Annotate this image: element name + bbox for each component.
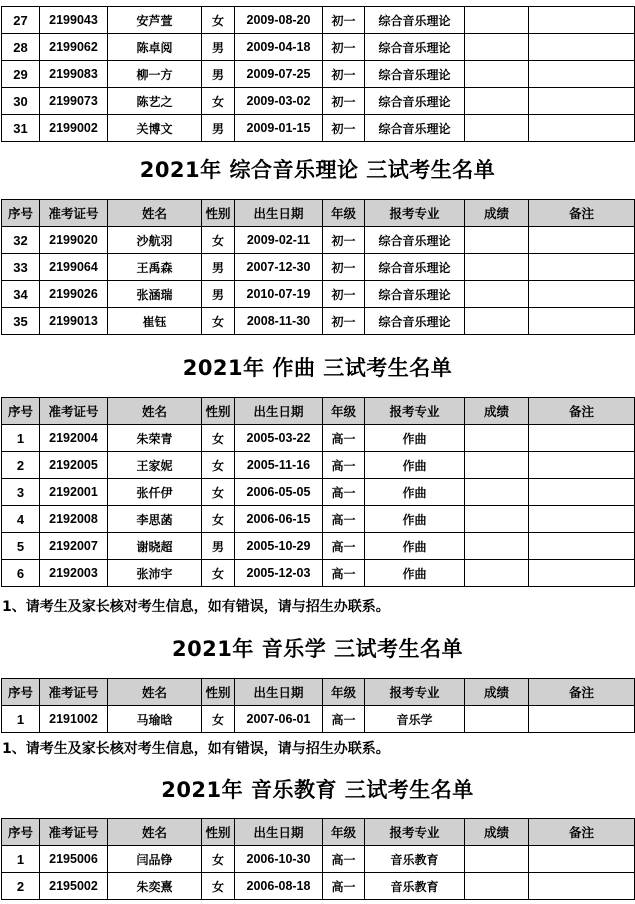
cell-major: 综合音乐理论: [365, 281, 465, 308]
table-section-2: [1, 397, 635, 587]
cell-remarks: [529, 873, 635, 900]
cell-seq-number: 3: [2, 479, 40, 506]
header-exam-id: 准考证号: [40, 200, 108, 227]
cell-name: 王家妮: [108, 452, 202, 479]
cell-name: 关博文: [108, 115, 202, 142]
cell-name: 崔钰: [108, 308, 202, 335]
cell-major: 音乐学: [365, 706, 465, 733]
table-row: [2, 846, 635, 873]
header-exam-id: 准考证号: [40, 398, 108, 425]
cell-score: [465, 308, 529, 335]
cell-major: 综合音乐理论: [365, 61, 465, 88]
header-birth-date: 出生日期: [235, 200, 323, 227]
cell-score: [465, 227, 529, 254]
cell-gender: 男: [202, 115, 235, 142]
cell-remarks: [529, 281, 635, 308]
cell-gender: 女: [202, 452, 235, 479]
cell-gender: 女: [202, 425, 235, 452]
cell-gender: 女: [202, 846, 235, 873]
cell-grade: 初一: [323, 281, 365, 308]
header-score: 成绩: [465, 200, 529, 227]
cell-score: [465, 560, 529, 587]
cell-gender: 女: [202, 308, 235, 335]
cell-gender: 男: [202, 61, 235, 88]
cell-exam-id: 2192008: [40, 506, 108, 533]
cell-major: 综合音乐理论: [365, 227, 465, 254]
cell-score: [465, 115, 529, 142]
cell-seq-number: 33: [2, 254, 40, 281]
cell-major: 作曲: [365, 479, 465, 506]
table-row: [2, 506, 635, 533]
cell-seq-number: 1: [2, 425, 40, 452]
cell-seq-number: 1: [2, 846, 40, 873]
header-seq-number: 序号: [2, 200, 40, 227]
cell-major: 作曲: [365, 533, 465, 560]
header-name: 姓名: [108, 819, 202, 846]
cell-exam-id: 2199002: [40, 115, 108, 142]
header-score: 成绩: [465, 679, 529, 706]
cell-seq-number: 31: [2, 115, 40, 142]
cell-seq-number: 27: [2, 7, 40, 34]
cell-name: 安芦萱: [108, 7, 202, 34]
cell-grade: 高一: [323, 706, 365, 733]
cell-seq-number: 4: [2, 506, 40, 533]
cell-remarks: [529, 506, 635, 533]
cell-name: 王禹森: [108, 254, 202, 281]
cell-score: [465, 846, 529, 873]
header-grade: 年级: [323, 398, 365, 425]
cell-major: 作曲: [365, 506, 465, 533]
cell-exam-id: 2195006: [40, 846, 108, 873]
cell-seq-number: 32: [2, 227, 40, 254]
header-row: [2, 819, 635, 846]
table-body-1: [2, 227, 635, 335]
header-gender: 性别: [202, 398, 235, 425]
cell-major: 综合音乐理论: [365, 115, 465, 142]
section-title-2: 2021年 作曲 三试考生名单: [182, 356, 453, 380]
table-row: [2, 308, 635, 335]
section-title-3: 2021年 音乐学 三试考生名单: [171, 637, 464, 661]
table-header-1: [2, 200, 635, 227]
cell-score: [465, 7, 529, 34]
header-gender: 性别: [202, 819, 235, 846]
table-section-1: [1, 199, 635, 335]
header-birth-date: 出生日期: [235, 819, 323, 846]
section-title-4: 2021年 音乐教育 三试考生名单: [161, 778, 474, 802]
cell-score: [465, 88, 529, 115]
cell-score: [465, 254, 529, 281]
table-row: [2, 560, 635, 587]
header-major: 报考专业: [365, 398, 465, 425]
cell-birth-date: 2009-07-25: [235, 61, 323, 88]
header-score: 成绩: [465, 819, 529, 846]
cell-grade: 高一: [323, 479, 365, 506]
cell-grade: 高一: [323, 533, 365, 560]
cell-birth-date: 2009-08-20: [235, 7, 323, 34]
cell-major: 音乐教育: [365, 873, 465, 900]
cell-score: [465, 873, 529, 900]
header-major: 报考专业: [365, 200, 465, 227]
cell-grade: 高一: [323, 560, 365, 587]
cell-grade: 高一: [323, 846, 365, 873]
table-row: [2, 533, 635, 560]
cell-seq-number: 2: [2, 452, 40, 479]
cell-grade: 高一: [323, 506, 365, 533]
cell-gender: 男: [202, 281, 235, 308]
cell-name: 张涵瑞: [108, 281, 202, 308]
header-seq-number: 序号: [2, 679, 40, 706]
cell-birth-date: 2006-08-18: [235, 873, 323, 900]
cell-seq-number: 30: [2, 88, 40, 115]
cell-remarks: [529, 533, 635, 560]
cell-remarks: [529, 115, 635, 142]
cell-name: 李思菡: [108, 506, 202, 533]
cell-major: 综合音乐理论: [365, 88, 465, 115]
cell-birth-date: 2010-07-19: [235, 281, 323, 308]
cell-exam-id: 2192003: [40, 560, 108, 587]
table-row: [2, 34, 635, 61]
cell-birth-date: 2009-03-02: [235, 88, 323, 115]
table-section-3: [1, 678, 635, 733]
cell-score: [465, 506, 529, 533]
header-seq-number: 序号: [2, 398, 40, 425]
cell-birth-date: 2006-05-05: [235, 479, 323, 506]
cell-remarks: [529, 452, 635, 479]
table-row: [2, 425, 635, 452]
table-section-0: [1, 6, 635, 142]
cell-grade: 初一: [323, 61, 365, 88]
cell-remarks: [529, 34, 635, 61]
table-body-3: [2, 706, 635, 733]
table-row: [2, 88, 635, 115]
table-row: [2, 479, 635, 506]
cell-gender: 男: [202, 533, 235, 560]
cell-remarks: [529, 425, 635, 452]
table-header-3: [2, 679, 635, 706]
table-row: [2, 254, 635, 281]
cell-exam-id: 2192001: [40, 479, 108, 506]
cell-exam-id: 2199083: [40, 61, 108, 88]
cell-major: 综合音乐理论: [365, 7, 465, 34]
cell-name: 马瑜晗: [108, 706, 202, 733]
cell-major: 作曲: [365, 452, 465, 479]
cell-gender: 女: [202, 706, 235, 733]
cell-grade: 高一: [323, 873, 365, 900]
header-remarks: 备注: [529, 679, 635, 706]
cell-gender: 女: [202, 7, 235, 34]
cell-exam-id: 2192004: [40, 425, 108, 452]
header-exam-id: 准考证号: [40, 679, 108, 706]
header-name: 姓名: [108, 398, 202, 425]
cell-exam-id: 2199020: [40, 227, 108, 254]
cell-exam-id: 2192005: [40, 452, 108, 479]
table-header-4: [2, 819, 635, 846]
header-major: 报考专业: [365, 819, 465, 846]
cell-score: [465, 281, 529, 308]
cell-birth-date: 2005-10-29: [235, 533, 323, 560]
cell-birth-date: 2009-01-15: [235, 115, 323, 142]
table-section-4: [1, 818, 635, 900]
header-row: [2, 200, 635, 227]
header-gender: 性别: [202, 200, 235, 227]
cell-name: 张仟伊: [108, 479, 202, 506]
note-text: 1、请考生及家长核对考生信息，如有错误，请与招生办联系。: [2, 741, 390, 757]
header-name: 姓名: [108, 200, 202, 227]
cell-exam-id: 2199043: [40, 7, 108, 34]
cell-gender: 女: [202, 479, 235, 506]
table-body-2: [2, 425, 635, 587]
cell-name: 陈艺之: [108, 88, 202, 115]
cell-remarks: [529, 846, 635, 873]
cell-remarks: [529, 61, 635, 88]
cell-birth-date: 2009-02-11: [235, 227, 323, 254]
cell-score: [465, 533, 529, 560]
header-gender: 性别: [202, 679, 235, 706]
cell-major: 综合音乐理论: [365, 34, 465, 61]
cell-seq-number: 2: [2, 873, 40, 900]
cell-exam-id: 2195002: [40, 873, 108, 900]
section-title-1: 2021年 综合音乐理论 三试考生名单: [139, 158, 496, 182]
header-remarks: 备注: [529, 398, 635, 425]
cell-major: 综合音乐理论: [365, 254, 465, 281]
cell-remarks: [529, 308, 635, 335]
cell-grade: 高一: [323, 452, 365, 479]
table-row: [2, 7, 635, 34]
cell-exam-id: 2191002: [40, 706, 108, 733]
table-row: [2, 452, 635, 479]
header-remarks: 备注: [529, 200, 635, 227]
note-text: 1、请考生及家长核对考生信息，如有错误，请与招生办联系。: [2, 599, 390, 615]
cell-seq-number: 35: [2, 308, 40, 335]
header-row: [2, 679, 635, 706]
header-birth-date: 出生日期: [235, 398, 323, 425]
cell-birth-date: 2007-12-30: [235, 254, 323, 281]
header-row: [2, 398, 635, 425]
table-row: [2, 115, 635, 142]
header-exam-id: 准考证号: [40, 819, 108, 846]
cell-seq-number: 5: [2, 533, 40, 560]
cell-gender: 男: [202, 34, 235, 61]
cell-grade: 初一: [323, 254, 365, 281]
cell-gender: 女: [202, 873, 235, 900]
cell-remarks: [529, 7, 635, 34]
cell-exam-id: 2199064: [40, 254, 108, 281]
cell-remarks: [529, 560, 635, 587]
cell-birth-date: 2007-06-01: [235, 706, 323, 733]
cell-remarks: [529, 254, 635, 281]
cell-gender: 女: [202, 227, 235, 254]
cell-score: [465, 34, 529, 61]
cell-major: 音乐教育: [365, 846, 465, 873]
cell-grade: 初一: [323, 7, 365, 34]
cell-birth-date: 2008-11-30: [235, 308, 323, 335]
table-row: [2, 281, 635, 308]
table-row: [2, 706, 635, 733]
table-body-4: [2, 846, 635, 900]
cell-exam-id: 2199062: [40, 34, 108, 61]
table-row: [2, 61, 635, 88]
cell-seq-number: 28: [2, 34, 40, 61]
cell-score: [465, 706, 529, 733]
cell-birth-date: 2009-04-18: [235, 34, 323, 61]
header-seq-number: 序号: [2, 819, 40, 846]
cell-grade: 初一: [323, 115, 365, 142]
cell-grade: 初一: [323, 227, 365, 254]
table-row: [2, 873, 635, 900]
cell-seq-number: 29: [2, 61, 40, 88]
cell-score: [465, 452, 529, 479]
cell-remarks: [529, 88, 635, 115]
cell-gender: 女: [202, 560, 235, 587]
cell-seq-number: 6: [2, 560, 40, 587]
cell-remarks: [529, 479, 635, 506]
cell-name: 谢晓超: [108, 533, 202, 560]
cell-birth-date: 2005-12-03: [235, 560, 323, 587]
header-grade: 年级: [323, 819, 365, 846]
header-grade: 年级: [323, 679, 365, 706]
table-row: [2, 227, 635, 254]
cell-birth-date: 2005-11-16: [235, 452, 323, 479]
cell-gender: 女: [202, 88, 235, 115]
cell-major: 综合音乐理论: [365, 308, 465, 335]
cell-major: 作曲: [365, 425, 465, 452]
cell-birth-date: 2006-10-30: [235, 846, 323, 873]
cell-score: [465, 479, 529, 506]
cell-remarks: [529, 706, 635, 733]
cell-exam-id: 2192007: [40, 533, 108, 560]
cell-grade: 初一: [323, 88, 365, 115]
cell-gender: 女: [202, 506, 235, 533]
cell-exam-id: 2199073: [40, 88, 108, 115]
cell-name: 沙航羽: [108, 227, 202, 254]
cell-score: [465, 425, 529, 452]
table-body-0: [2, 7, 635, 142]
cell-seq-number: 34: [2, 281, 40, 308]
cell-name: 柳一方: [108, 61, 202, 88]
header-name: 姓名: [108, 679, 202, 706]
cell-name: 朱荣青: [108, 425, 202, 452]
header-score: 成绩: [465, 398, 529, 425]
cell-birth-date: 2005-03-22: [235, 425, 323, 452]
cell-birth-date: 2006-06-15: [235, 506, 323, 533]
cell-grade: 初一: [323, 308, 365, 335]
cell-name: 陈卓阅: [108, 34, 202, 61]
cell-exam-id: 2199013: [40, 308, 108, 335]
table-header-2: [2, 398, 635, 425]
header-major: 报考专业: [365, 679, 465, 706]
cell-grade: 高一: [323, 425, 365, 452]
cell-gender: 男: [202, 254, 235, 281]
cell-major: 作曲: [365, 560, 465, 587]
cell-exam-id: 2199026: [40, 281, 108, 308]
cell-name: 闫品铮: [108, 846, 202, 873]
cell-score: [465, 61, 529, 88]
cell-grade: 初一: [323, 34, 365, 61]
cell-name: 张沛宇: [108, 560, 202, 587]
header-remarks: 备注: [529, 819, 635, 846]
header-grade: 年级: [323, 200, 365, 227]
header-birth-date: 出生日期: [235, 679, 323, 706]
cell-remarks: [529, 227, 635, 254]
cell-name: 朱奕熹: [108, 873, 202, 900]
cell-seq-number: 1: [2, 706, 40, 733]
